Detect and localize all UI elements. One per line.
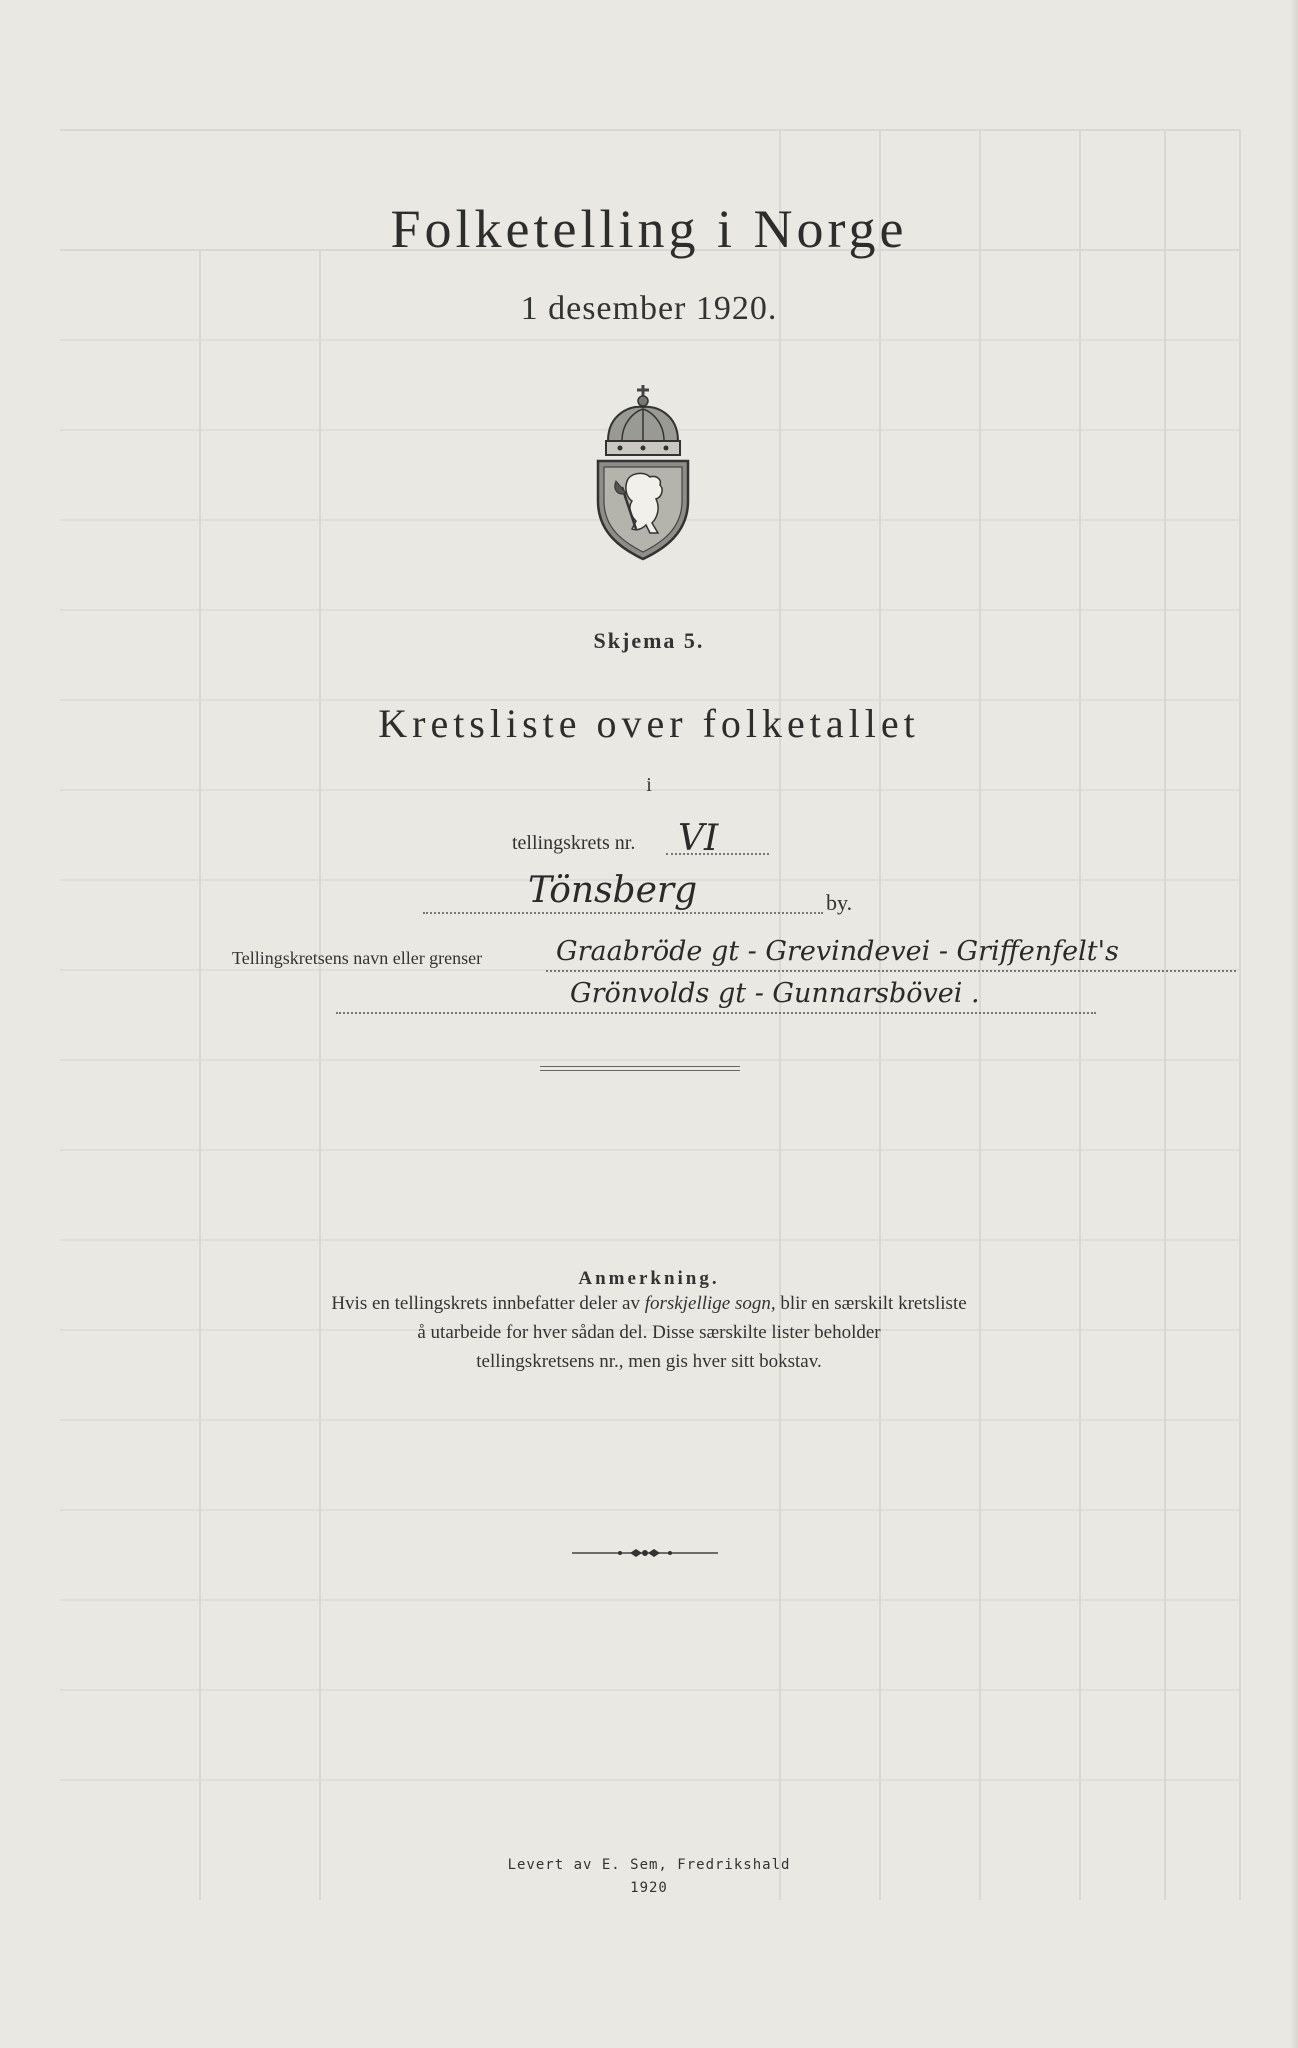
page-title: Folketelling i Norge	[390, 199, 908, 259]
preposition-i: i	[646, 774, 652, 796]
boundary-label: Tellingskretsens navn eller grenser	[232, 948, 483, 968]
city-handwritten: Tönsberg	[528, 870, 698, 911]
census-date: 1 desember 1920.	[520, 290, 778, 327]
divider-rule-bottom	[540, 1070, 740, 1071]
boundary-handwritten-line-2: Grönvolds gt - Gunnarsbövei .	[570, 978, 980, 1009]
boundary-dotted-line-2	[336, 1012, 1096, 1014]
printer-imprint: Levert av E. Sem, Fredrikshald	[507, 1857, 791, 1873]
boundary-dotted-line-1	[546, 970, 1236, 972]
note-line-1-italic: forskjellige sogn,	[644, 1293, 776, 1314]
note-line-2: å utarbeide for hver sådan del. Disse særskilte lister beholder	[417, 1322, 881, 1343]
ornament-divider-icon	[570, 1543, 720, 1563]
note-line-1-end: blir en særskilt kretsliste	[775, 1293, 967, 1314]
note-line-1	[0, 1293, 1298, 1315]
schema-number: Skjema 5.	[593, 628, 705, 653]
krets-label: tellingskrets nr.	[512, 832, 636, 854]
city-suffix: by.	[826, 890, 853, 915]
norwegian-coat-of-arms-icon	[592, 383, 694, 561]
boundary-handwritten-line-1: Graabröde gt - Grevindevei - Griffenfelt's	[556, 936, 1119, 967]
note-heading: Anmerkning.	[578, 1268, 720, 1289]
divider-rule-top	[540, 1066, 740, 1067]
printer-year: 1920	[630, 1880, 668, 1896]
form-subtitle: Kretsliste over folketallet	[378, 701, 920, 746]
krets-number-handwritten: VI	[678, 818, 719, 859]
note-line-3: tellingskretsens nr., men gis hver sitt bokstav.	[476, 1351, 822, 1372]
city-dotted-line	[423, 912, 823, 914]
note-line-1-start: Hvis en tellingskrets innbefatter deler av	[331, 1293, 645, 1314]
